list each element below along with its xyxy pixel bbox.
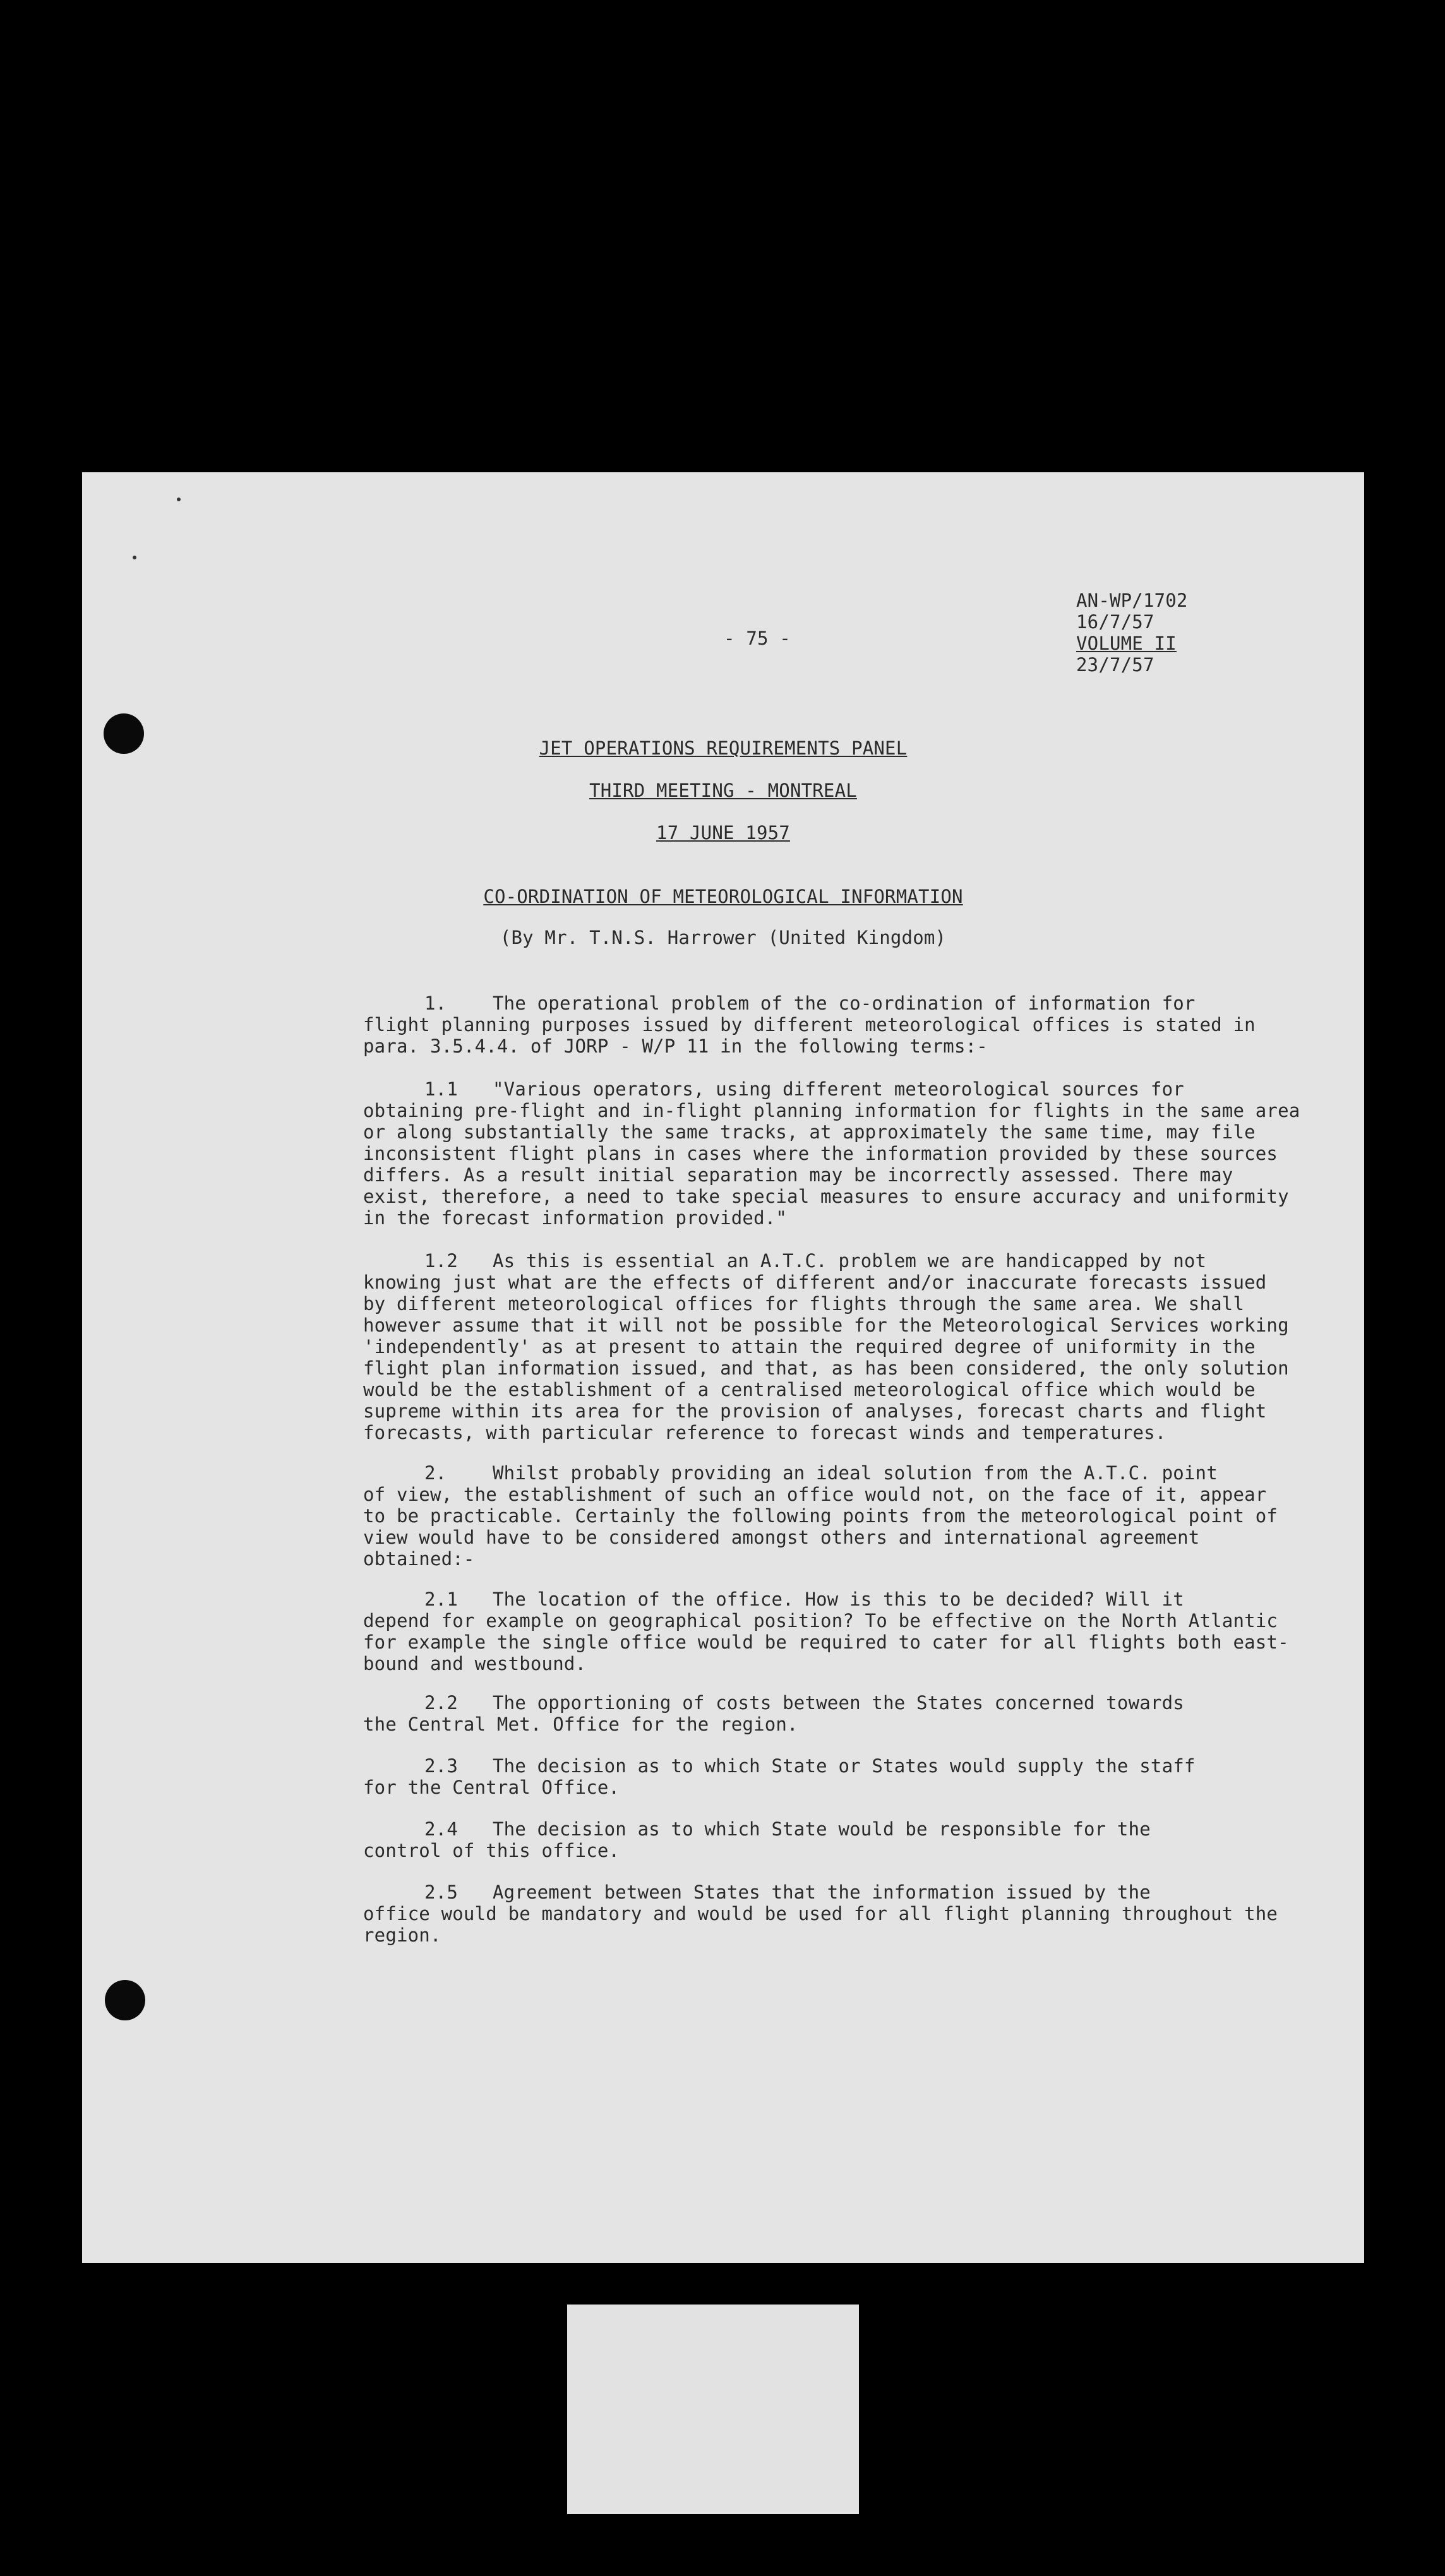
paragraph-line: view would have to be considered amongst others and international agreement: [363, 1527, 1200, 1548]
paragraph-number: 2.4: [424, 1818, 458, 1840]
blank-target-card: [567, 2305, 859, 2514]
paragraph-line: control of this office.: [363, 1840, 620, 1861]
paragraph-number: 2.5: [424, 1881, 458, 1903]
paragraph-line: would be the establishment of a centralised meteorological office which would be: [363, 1379, 1256, 1400]
volume-label: VOLUME II: [1076, 633, 1177, 654]
paragraph-2-5: [363, 1881, 1358, 1946]
paragraph-line: for example the single office would be required to cater for all flights both east-: [363, 1631, 1289, 1653]
page-number: - 75 -: [724, 628, 791, 649]
paragraph-number: 2.3: [424, 1755, 458, 1777]
paragraph-line: for the Central Office.: [363, 1777, 620, 1798]
paragraph-line: flight planning purposes issued by different meteorological offices is stated in: [363, 1014, 1256, 1035]
paragraph-line: "Various operators, using different meteorological sources for: [493, 1078, 1184, 1100]
paragraph-line: forecasts, with particular reference to forecast winds and temperatures.: [363, 1422, 1166, 1443]
document-code: AN-WP/1702: [1076, 590, 1188, 611]
paragraph-1-1: [363, 1078, 1358, 1229]
paragraph-2: [363, 1462, 1358, 1570]
paragraph-1: [363, 993, 1358, 1057]
paragraph-2-3: [363, 1755, 1358, 1798]
panel-title: JET OPERATIONS REQUIREMENTS PANEL: [539, 737, 908, 759]
paper-speck: [177, 498, 181, 501]
paragraph-line: bound and westbound.: [363, 1653, 587, 1674]
paragraph-line: the Central Met. Office for the region.: [363, 1714, 798, 1735]
paragraph-line: 'independently' as at present to attain the required degree of uniformity in the: [363, 1336, 1256, 1357]
paragraph-line: of view, the establishment of such an office would not, on the face of it, appear: [363, 1484, 1267, 1505]
paragraph-number: 1.1: [424, 1078, 458, 1100]
paragraph-line: As this is essential an A.T.C. problem we are handicapped by not: [493, 1250, 1207, 1272]
paragraph-line: flight plan information issued, and that, as has been considered, the only solution: [363, 1357, 1289, 1379]
paragraph-line: or along substantially the same tracks, at approximately the same time, may file: [363, 1121, 1256, 1143]
paragraph-line: The opportioning of costs between the States concerned towards: [493, 1692, 1184, 1714]
paragraph-line: The decision as to which State or States would supply the staff: [493, 1755, 1196, 1777]
paragraph-1-2: [363, 1250, 1358, 1443]
paragraph-number: 1.: [424, 993, 447, 1014]
paragraph-line: The location of the office. How is this to be decided? Will it: [493, 1589, 1184, 1610]
document-date: 16/7/57: [1076, 611, 1154, 633]
meeting-title: THIRD MEETING - MONTREAL: [589, 780, 857, 801]
paragraph-number: 1.2: [424, 1250, 458, 1272]
subject-heading: CO-ORDINATION OF METEOROLOGICAL INFORMATION: [483, 886, 963, 907]
author-line: (By Mr. T.N.S. Harrower (United Kingdom): [500, 927, 947, 948]
paragraph-line: supreme within its area for the provision of analyses, forecast charts and flight: [363, 1400, 1267, 1422]
paragraph-line: Whilst probably providing an ideal solution from the A.T.C. point: [493, 1462, 1218, 1484]
document-reference-block: [1076, 590, 1188, 676]
paragraph-line: however assume that it will not be possible for the Meteorological Services working: [363, 1315, 1289, 1336]
paragraph-2-4: [363, 1818, 1358, 1861]
paragraph-line: region.: [363, 1924, 441, 1946]
paragraph-line: obtaining pre-flight and in-flight planning information for flights in the same area: [363, 1100, 1300, 1121]
paragraph-2-2: [363, 1692, 1358, 1735]
paragraph-line: to be practicable. Certainly the following points from the meteorological point of: [363, 1505, 1278, 1527]
paragraph-line: depend for example on geographical position? To be effective on the North Atlantic: [363, 1610, 1278, 1631]
paragraph-line: Agreement between States that the information issued by the: [493, 1881, 1151, 1903]
paragraph-line: para. 3.5.4.4. of JORP - W/P 11 in the following terms:-: [363, 1035, 988, 1057]
paragraph-number: 2.: [424, 1462, 447, 1484]
meeting-date: 17 JUNE 1957: [656, 822, 790, 844]
paragraph-number: 2.2: [424, 1692, 458, 1714]
paper-speck: [133, 556, 136, 559]
paragraph-line: The operational problem of the co-ordination of information for: [493, 993, 1196, 1014]
paragraph-line: in the forecast information provided.": [363, 1207, 788, 1229]
punch-hole-bottom: [105, 1980, 145, 2020]
revision-date: 23/7/57: [1076, 654, 1154, 676]
paragraph-line: differs. As a result initial separation may be incorrectly assessed. There may: [363, 1164, 1233, 1186]
paragraph-line: obtained:-: [363, 1548, 475, 1570]
paragraph-line: by different meteorological offices for flights through the same area. We shall: [363, 1293, 1245, 1315]
document-page: [82, 472, 1364, 2263]
paragraph-line: The decision as to which State would be responsible for the: [493, 1818, 1151, 1840]
paragraph-number: 2.1: [424, 1589, 458, 1610]
paragraph-line: knowing just what are the effects of different and/or inaccurate forecasts issued: [363, 1272, 1267, 1293]
paragraph-line: inconsistent flight plans in cases where the information provided by these sources: [363, 1143, 1278, 1164]
paragraph-2-1: [363, 1589, 1358, 1674]
paragraph-line: office would be mandatory and would be used for all flight planning throughout the: [363, 1903, 1278, 1924]
paragraph-line: exist, therefore, a need to take special measures to ensure accuracy and uniformity: [363, 1186, 1289, 1207]
